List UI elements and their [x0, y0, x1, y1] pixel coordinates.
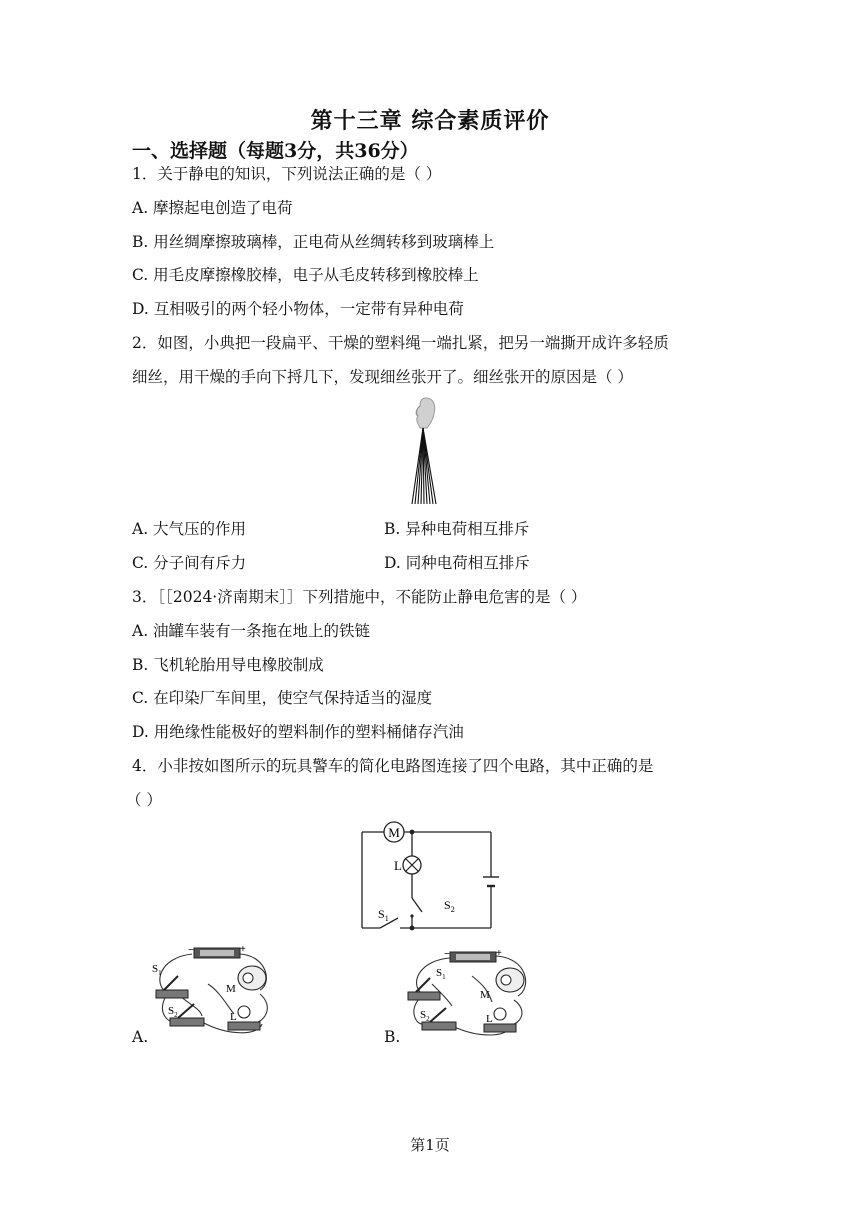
circuit-schematic [360, 820, 495, 932]
switch-2-label: $S_2$ [168, 1005, 178, 1019]
question-4-option-b: B. [384, 1028, 401, 1046]
question-3-option-c: C. 在印染厂车间里，使空气保持适当的湿度 [132, 689, 433, 707]
page-title: 第十三章 综合素质评价 [310, 108, 550, 134]
question-2-option-a: A. 大气压的作用 [132, 520, 247, 538]
question-4-option-a: A. [132, 1028, 149, 1046]
question-1-option-c: C. 用毛皮摩擦橡胶棒，电子从毛皮转移到橡胶棒上 [132, 266, 479, 284]
circuit-picture-b [402, 944, 537, 1044]
circuit-picture-a [148, 944, 283, 1044]
plus-label: + [240, 944, 246, 955]
question-4-stem-line-1: 4．小非按如图所示的玩具警车的简化电路图连接了四个电路，其中正确的是 [132, 757, 654, 775]
lamp-label: L [230, 1011, 237, 1023]
question-3-option-a: A. 油罐车装有一条拖在地上的铁链 [132, 622, 371, 640]
switch-2-label: $S_2$ [420, 1009, 430, 1023]
question-2-stem-line-1: 2．如图，小典把一段扁平、干燥的塑料绳一端扎紧，把另一端撕开成许多轻质 [132, 334, 669, 352]
question-1-option-d: D. 互相吸引的两个轻小物体，一定带有异种电荷 [132, 300, 464, 318]
switch-1-label: $S_1$ [152, 963, 162, 977]
lamp-icon [403, 856, 421, 874]
battery-icon [483, 877, 499, 886]
question-2-option-b: B. 异种电荷相互排斥 [384, 520, 530, 538]
question-1-option-a: A. 摩擦起电创造了电荷 [132, 199, 293, 217]
question-3-option-b: B. 飞机轮胎用导电橡胶制成 [132, 656, 324, 674]
switch-icon [156, 976, 188, 998]
page-number: 第1页 [410, 1136, 450, 1154]
question-4-stem-line-2: （ ） [126, 791, 162, 809]
section-heading: 一、选择题（每题3分，共36分） [132, 140, 419, 162]
switch-2-label: $S_2$ [444, 898, 455, 914]
question-1-stem: 1．关于静电的知识，下列说法正确的是（ ） [132, 165, 442, 183]
motor-label: M [226, 983, 236, 995]
motor-icon [496, 968, 524, 992]
question-2-option-d: D. 同种电荷相互排斥 [384, 554, 530, 572]
motor-label: M [480, 989, 490, 1001]
hand-strands-figure [400, 396, 450, 506]
question-2-option-c: C. 分子间有斥力 [132, 554, 247, 572]
question-3-option-d: D. 用绝缘性能极好的塑料制作的塑料桶储存汽油 [132, 723, 464, 741]
motor-label: M [388, 825, 400, 840]
lamp-label: L [394, 858, 402, 873]
plus-label: + [496, 948, 502, 959]
question-2-stem-line-2: 细丝，用干燥的手向下捋几下，发现细丝张开了。细丝张开的原因是（ ） [132, 368, 633, 386]
switch-icon [408, 978, 440, 1000]
switch-1-label: $S_1$ [378, 907, 389, 923]
question-1-option-b: B. 用丝绸摩擦玻璃棒，正电荷从丝绸转移到玻璃棒上 [132, 233, 495, 251]
minus-label: − [444, 949, 450, 960]
question-3-stem: 3．［［2024·济南期末］］下列措施中，不能防止静电危害的是（ ） [132, 588, 587, 606]
minus-label: − [188, 945, 194, 956]
lamp-label: L [486, 1013, 493, 1025]
switch-1-label: $S_1$ [436, 967, 446, 981]
motor-icon [238, 966, 266, 990]
